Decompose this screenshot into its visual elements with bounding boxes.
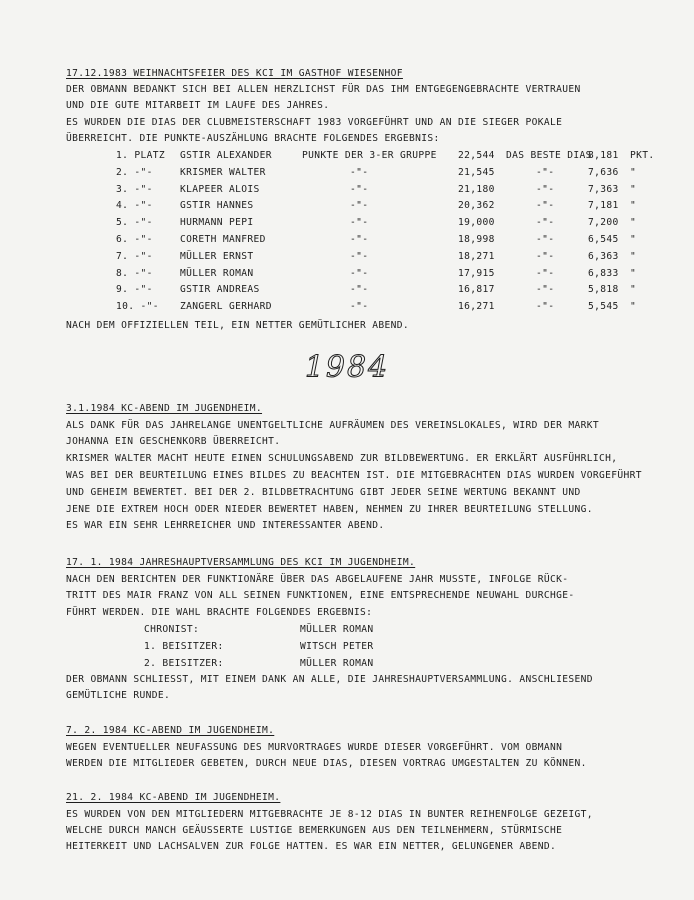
result-best-label: -"- <box>536 166 555 178</box>
result-unit: " <box>630 301 637 313</box>
result-best-label: -"- <box>536 183 555 195</box>
result-best-label: -"- <box>536 234 555 245</box>
result-group-score: 22,544 <box>458 150 495 161</box>
result-group-label: -"- <box>350 217 369 229</box>
text-line: KRISMER WALTER MACHT HEUTE EINEN SCHULUNGSABEND ZUR BILDBEWERTUNG. ER ERKLÄRT AUSFÜHRLICH, <box>66 453 618 464</box>
text-line: NACH DEM OFFIZIELLEN TEIL, EIN NETTER GEMÜTLICHER ABEND. <box>66 320 410 331</box>
result-name: KLAPEER ALOIS <box>180 183 260 195</box>
result-name: MÜLLER ERNST <box>180 250 254 262</box>
result-best-score: 5,545 <box>588 301 619 313</box>
text-line: NACH DEN BERICHTEN DER FUNKTIONÄRE ÜBER DAS ABGELAUFENE JAHR MUSSTE, INFOLGE RÜCK- <box>66 574 569 585</box>
result-group-score: 17,915 <box>458 267 495 279</box>
result-name: ZANGERL GERHARD <box>180 301 272 313</box>
result-place: 9. -"- <box>116 284 153 296</box>
result-best-label: -"- <box>536 200 555 212</box>
result-place: 7. -"- <box>116 250 153 262</box>
result-best-score: 6,833 <box>588 267 619 279</box>
result-best-score: 6,545 <box>588 234 619 245</box>
result-best-label: -"- <box>536 217 555 229</box>
result-group-score: 16,817 <box>458 284 495 296</box>
result-group-label: -"- <box>350 200 369 212</box>
result-best-score: 8,181 <box>588 150 619 161</box>
result-place: 3. -"- <box>116 183 153 195</box>
result-unit: " <box>630 250 637 262</box>
election-role: 1. BEISITZER: <box>144 641 224 652</box>
text-line: ÜBERREICHT. DIE PUNKTE-AUSZÄHLUNG BRACHTE FOLGENDES ERGEBNIS: <box>66 133 440 144</box>
result-place: 6. -"- <box>116 234 153 245</box>
text-line: FÜHRT WERDEN. DIE WAHL BRACHTE FOLGENDES ERGEBNIS: <box>66 607 373 618</box>
result-best-score: 7,181 <box>588 200 619 212</box>
result-name: GSTIR HANNES <box>180 200 254 212</box>
result-unit: " <box>630 267 637 279</box>
result-name: KRISMER WALTER <box>180 166 266 178</box>
result-group-label: -"- <box>350 183 369 195</box>
result-group-score: 19,000 <box>458 217 495 229</box>
text-line: UND GEHEIM BEWERTET. BEI DER 2. BILDBETRACHTUNG GIBT JEDER SEINE WERTUNG BEKANNT UND <box>66 487 581 498</box>
text-line: GEMÜTLICHE RUNDE. <box>66 690 171 701</box>
result-group-label: -"- <box>350 267 369 279</box>
result-best-score: 7,363 <box>588 183 619 195</box>
result-group-score: 18,271 <box>458 250 495 262</box>
result-best-label: -"- <box>536 284 555 296</box>
text-line: ES WAR EIN SEHR LEHRREICHER UND INTERESSANTER ABEND. <box>66 520 385 531</box>
section-heading-1983-christmas: 17.12.1983 WEIHNACHTSFEIER DES KCI IM GASTHOF WIESENHOF <box>66 68 403 79</box>
text-line: TRITT DES MAIR FRANZ VON ALL SEINEN FUNKTIONEN, EINE ENTSPRECHENDE NEUWAHL DURCHGE- <box>66 590 575 601</box>
result-group-score: 16,271 <box>458 301 495 313</box>
result-best-label: DAS BESTE DIAS <box>506 150 592 161</box>
result-name: MÜLLER ROMAN <box>180 267 254 279</box>
text-line: UND DIE GUTE MITARBEIT IM LAUFE DES JAHRES. <box>66 100 330 111</box>
result-unit: " <box>630 166 637 178</box>
result-place: 1. PLATZ <box>116 150 166 161</box>
result-place: 10. -"- <box>116 301 159 313</box>
result-unit: " <box>630 284 637 296</box>
text-line: WELCHE DURCH MANCH GEÄUSSERTE LUSTIGE BEMERKUNGEN AUS DEN TEILNEHMERN, STÜRMISCHE <box>66 825 563 836</box>
text-line: ES WURDEN VON DEN MITGLIEDERN MITGEBRACHTE JE 8-12 DIAS IN BUNTER REIHENFOLGE GEZEIGT, <box>66 809 593 820</box>
result-best-score: 6,363 <box>588 250 619 262</box>
result-unit: " <box>630 183 637 195</box>
election-name: WITSCH PETER <box>300 641 374 652</box>
election-name: MÜLLER ROMAN <box>300 658 374 669</box>
result-unit: " <box>630 234 637 245</box>
result-best-label: -"- <box>536 267 555 279</box>
text-line: WAS BEI DER BEURTEILUNG EINES BILDES ZU BEACHTEN IST. DIE MITGEBRACHTEN DIAS WURDEN VORGEFÜHRT <box>66 470 642 481</box>
result-group-score: 18,998 <box>458 234 495 245</box>
result-place: 5. -"- <box>116 217 153 229</box>
result-place: 2. -"- <box>116 166 153 178</box>
result-unit: " <box>630 200 637 212</box>
election-name: MÜLLER ROMAN <box>300 624 374 635</box>
text-line: DER OBMANN SCHLIESST, MIT EINEM DANK AN ALLE, DIE JAHRESHAUPTVERSAMMLUNG. ANSCHLIESEND <box>66 674 593 685</box>
result-group-score: 21,545 <box>458 166 495 178</box>
result-group-label: -"- <box>350 250 369 262</box>
text-line: HEITERKEIT UND LACHSALVEN ZUR FOLGE HATTEN. ES WAR EIN NETTER, GELUNGENER ABEND. <box>66 841 557 852</box>
result-group-score: 20,362 <box>458 200 495 212</box>
text-line: JOHANNA EIN GESCHENKORB ÜBERREICHT. <box>66 436 281 447</box>
election-role: CHRONIST: <box>144 624 200 635</box>
result-group-label: PUNKTE DER 3-ER GRUPPE <box>302 150 437 161</box>
result-group-label: -"- <box>350 301 369 313</box>
election-role: 2. BEISITZER: <box>144 658 224 669</box>
year-heading: 1984 <box>304 350 390 385</box>
result-name: GSTIR ANDREAS <box>180 284 260 296</box>
text-line: WEGEN EVENTUELLER NEUFASSUNG DES MURVORTRAGES WURDE DIESER VORGEFÜHRT. VOM OBMANN <box>66 742 563 753</box>
result-best-score: 5,818 <box>588 284 619 296</box>
section-heading-kc-evening-feb7: 7. 2. 1984 KC-ABEND IM JUGENDHEIM. <box>66 725 275 736</box>
result-group-label: -"- <box>350 234 369 245</box>
result-best-label: -"- <box>536 250 555 262</box>
result-unit: " <box>630 217 637 229</box>
section-heading-kc-evening-feb21: 21. 2. 1984 KC-ABEND IM JUGENDHEIM. <box>66 792 281 803</box>
result-place: 4. -"- <box>116 200 153 212</box>
result-group-label: -"- <box>350 166 369 178</box>
text-line: JENE DIE EXTREM HOCH ODER NIEDER BEWERTET HABEN, NEHMEN ZU IHRER BEURTEILUNG STELLUNG. <box>66 504 593 515</box>
text-line: WERDEN DIE MITGLIEDER GEBETEN, DURCH NEUE DIAS, DIESEN VORTRAG UMGESTALTEN ZU KÖNNEN. <box>66 758 587 769</box>
result-place: 8. -"- <box>116 267 153 279</box>
result-best-label: -"- <box>536 301 555 313</box>
result-name: HURMANN PEPI <box>180 217 254 229</box>
text-line: DER OBMANN BEDANKT SICH BEI ALLEN HERZLICHST FÜR DAS IHM ENTGEGENGEBRACHTE VERTRAUEN <box>66 84 581 95</box>
result-name: CORETH MANFRED <box>180 234 266 245</box>
text-line: ALS DANK FÜR DAS JAHRELANGE UNENTGELTLICHE AUFRÄUMEN DES VEREINSLOKALES, WIRD DER MARKT <box>66 420 599 431</box>
result-best-score: 7,200 <box>588 217 619 229</box>
result-unit: PKT. <box>630 150 655 161</box>
text-line: ES WURDEN DIE DIAS DER CLUBMEISTERSCHAFT 1983 VORGEFÜHRT UND AN DIE SIEGER POKALE <box>66 117 563 128</box>
result-group-score: 21,180 <box>458 183 495 195</box>
section-heading-kc-evening-jan3: 3.1.1984 KC-ABEND IM JUGENDHEIM. <box>66 403 263 414</box>
result-name: GSTIR ALEXANDER <box>180 150 272 161</box>
result-best-score: 7,636 <box>588 166 619 178</box>
result-group-label: -"- <box>350 284 369 296</box>
section-heading-annual-meeting: 17. 1. 1984 JAHRESHAUPTVERSAMMLUNG DES KCI IM JUGENDHEIM. <box>66 557 416 568</box>
